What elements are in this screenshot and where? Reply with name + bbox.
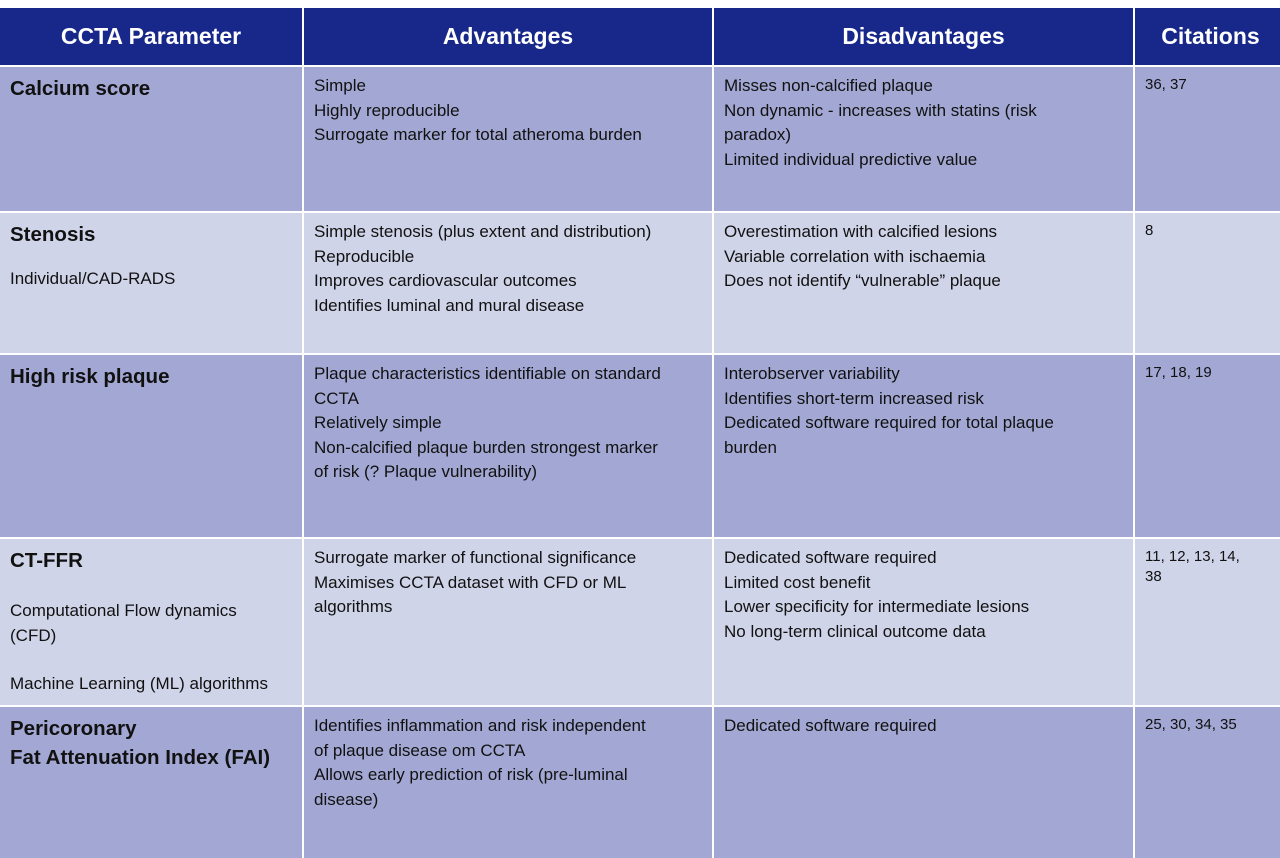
header-citations: Citations [1135,8,1280,65]
disadvantage-line: Dedicated software required for total plaque [724,413,1054,432]
parameter-subtitle: (CFD) [10,625,57,645]
parameter-title: Pericoronary [10,717,137,740]
disadvantage-line: paradox) [724,125,792,144]
advantages-cell [304,707,712,858]
citations-cell [1135,355,1280,537]
advantage-line: Simple stenosis (plus extent and distribution) [314,222,652,241]
header-disadvantages: Disadvantages [714,8,1133,65]
disadvantage-line: Limited cost benefit [724,572,871,592]
disadvantage-line: Misses non-calcified plaque [724,76,933,95]
parameter-title: Calcium score [10,77,151,100]
disadvantage-line: Non dynamic - increases with statins (risk [724,100,1037,120]
advantage-line: Plaque characteristics identifiable on standard [314,364,661,383]
citation-line: 25, 30, 34, 35 [1145,716,1237,733]
advantage-line: Identifies inflammation and risk independent [314,716,646,735]
citation-line: 8 [1145,222,1154,239]
disadvantage-line: Overestimation with calcified lesions [724,222,998,241]
advantage-line: algorithms [314,597,393,616]
advantage-line: Highly reproducible [314,100,460,120]
advantage-line: Simple [314,76,366,95]
advantage-line: of plaque disease om CCTA [314,740,526,760]
disadvantage-line: Interobserver variability [724,364,900,383]
citation-line: 38 [1145,568,1162,585]
ccta-comparison-table [0,8,1280,848]
advantage-line: CCTA [314,388,360,408]
disadvantage-line: Lower specificity for intermediate lesions [724,597,1030,616]
citation-line: 36, 37 [1145,76,1187,93]
header-ccta-parameter: CCTA Parameter [0,8,302,65]
header-advantages: Advantages [304,8,712,65]
advantage-line: Relatively simple [314,413,442,432]
advantage-line: Improves cardiovascular outcomes [314,271,577,290]
disadvantages-cell [714,707,1133,858]
disadvantage-line: Variable correlation with ischaemia [724,246,986,266]
advantage-line: Surrogate marker for total atheroma burden [314,125,642,144]
parameter-title: High risk plaque [10,365,170,388]
disadvantages-cell [714,67,1133,211]
advantages-cell [304,539,712,705]
advantage-line: Surrogate marker of functional significance [314,548,637,567]
citations-cell [1135,707,1280,858]
disadvantage-line: No long-term clinical outcome data [724,621,986,641]
disadvantage-line: Does not identify “vulnerable” plaque [724,271,1001,290]
disadvantage-line: Dedicated software required [724,548,937,567]
parameter-title: Stenosis [10,223,96,246]
parameter-cell [0,213,302,353]
citation-line: 17, 18, 19 [1145,364,1212,381]
parameter-cell [0,67,302,211]
parameter-subtitle: Computational Flow dynamics [10,601,237,620]
disadvantages-cell [714,355,1133,537]
disadvantage-line: Limited individual predictive value [724,149,978,169]
citations-cell [1135,213,1280,353]
parameter-cell [0,539,302,705]
parameter-cell [0,355,302,537]
advantage-line: disease) [314,789,379,809]
advantage-line: Non-calcified plaque burden strongest marker [314,437,658,457]
parameter-title: Fat Attenuation Index (FAI) [10,746,271,769]
parameter-title: CT-FFR [10,549,83,572]
parameter-cell [0,707,302,858]
advantage-line: Reproducible [314,246,415,266]
parameter-subtitle: Individual/CAD-RADS [10,269,176,288]
advantages-cell [304,355,712,537]
advantage-line: of risk (? Plaque vulnerability) [314,462,537,481]
disadvantages-cell [714,213,1133,353]
advantages-cell [304,213,712,353]
disadvantage-line: Identifies short-term increased risk [724,388,984,408]
advantages-cell [304,67,712,211]
disadvantages-cell [714,539,1133,705]
citations-cell [1135,539,1280,705]
disadvantage-line: burden [724,437,777,457]
citation-line: 11, 12, 13, 14, [1145,548,1240,565]
parameter-subtitle: Machine Learning (ML) algorithms [10,674,268,693]
advantage-line: Maximises CCTA dataset with CFD or ML [314,572,627,592]
advantage-line: Identifies luminal and mural disease [314,295,585,315]
advantage-line: Allows early prediction of risk (pre-luminal [314,765,628,784]
disadvantage-line: Dedicated software required [724,716,937,735]
citations-cell [1135,67,1280,211]
